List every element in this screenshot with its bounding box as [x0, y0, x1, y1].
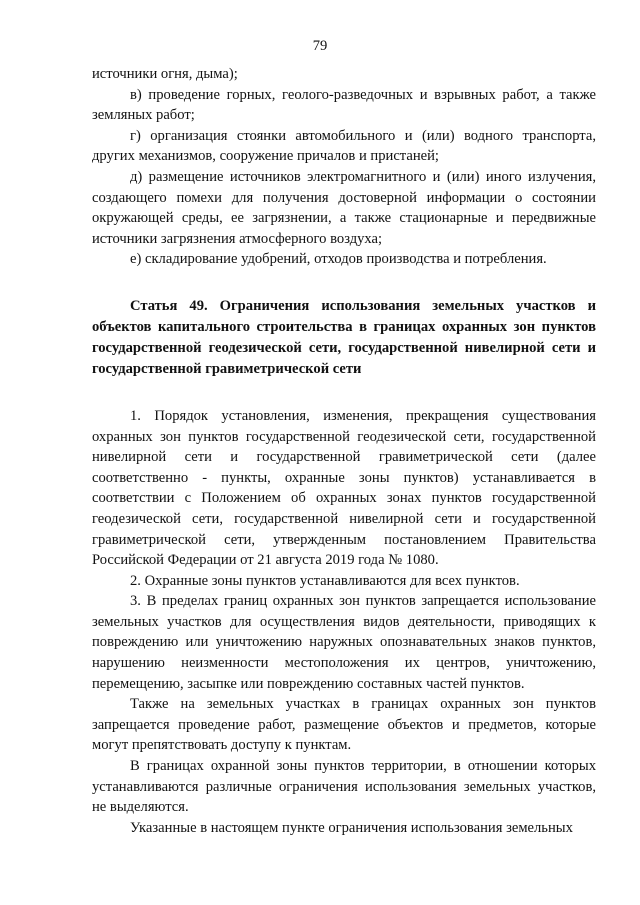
paragraph-2: 2. Охранные зоны пунктов устанавливаются для всех пунктов.: [130, 572, 520, 589]
article-heading: Статья 49. Ограничения использования земельных участков и объектов капитального строительства в границах охранных зон пунктов государственной геодезической сети, государственной нивелирной сети и государственной гравиметрической сети: [92, 297, 596, 377]
page-number: 79: [312, 38, 328, 54]
paragraph-3-zones: В границах охранной зоны пунктов территории, в отношении которых устанавливаются различные ограничения использования земельных участков, не выделяются.: [92, 758, 596, 816]
paragraph-1: 1. Порядок установления, изменения, прекращения существования охранных зон пунктов государственной геодезической сети, государственной нивелирной сети и государственной гравиметрической сети (далее соответственно - пункты, охранные зоны пунктов) устанавливается в соответствии с Положением об охранных зонах пунктов государственной геодезической сети, государственной нивелирной сети и государственной гравиметрической сети, утвержденным постановлением Правительства Российской Федерации от 21 августа 2019 года № 1080.: [92, 407, 596, 569]
page-content: [92, 64, 596, 838]
list-item-v: в) проведение горных, геолого-разведочных и взрывных работ, а также земляных работ;: [92, 86, 596, 124]
list-item-continuation: источники огня, дыма);: [92, 66, 238, 82]
paragraph-3: 3. В пределах границ охранных зон пунктов запрещается использование земельных участков для осуществления видов деятельности, приводящих к повреждению или уничтожению наружных опознавательных знаков пунктов, нарушению неизменности местоположения их центров, уничтожению, перемещению, засыпке или повреждению составных частей пунктов.: [92, 593, 596, 692]
list-item-d: д) размещение источников электромагнитного и (или) иного излучения, создающего помехи для получения достоверной информации о состоянии окружающей среды, ее загрязнении, а также стационарные и передвижные источники загрязнения атмосферного воздуха;: [92, 168, 596, 247]
list-item-g: г) организация стоянки автомобильного и (или) водного транспорта, других механизмов, сооружение причалов и пристаней;: [92, 127, 596, 165]
list-item-e: е) складирование удобрений, отходов производства и потребления.: [130, 251, 547, 268]
paragraph-3-continued: Также на земельных участках в границах охранных зон пунктов запрещается проведение работ, размещение объектов и предметов, которые могут препятствовать доступу к пунктам.: [92, 696, 596, 754]
paragraph-3-restrictions: Указанные в настоящем пункте ограничения использования земельных: [130, 819, 573, 836]
